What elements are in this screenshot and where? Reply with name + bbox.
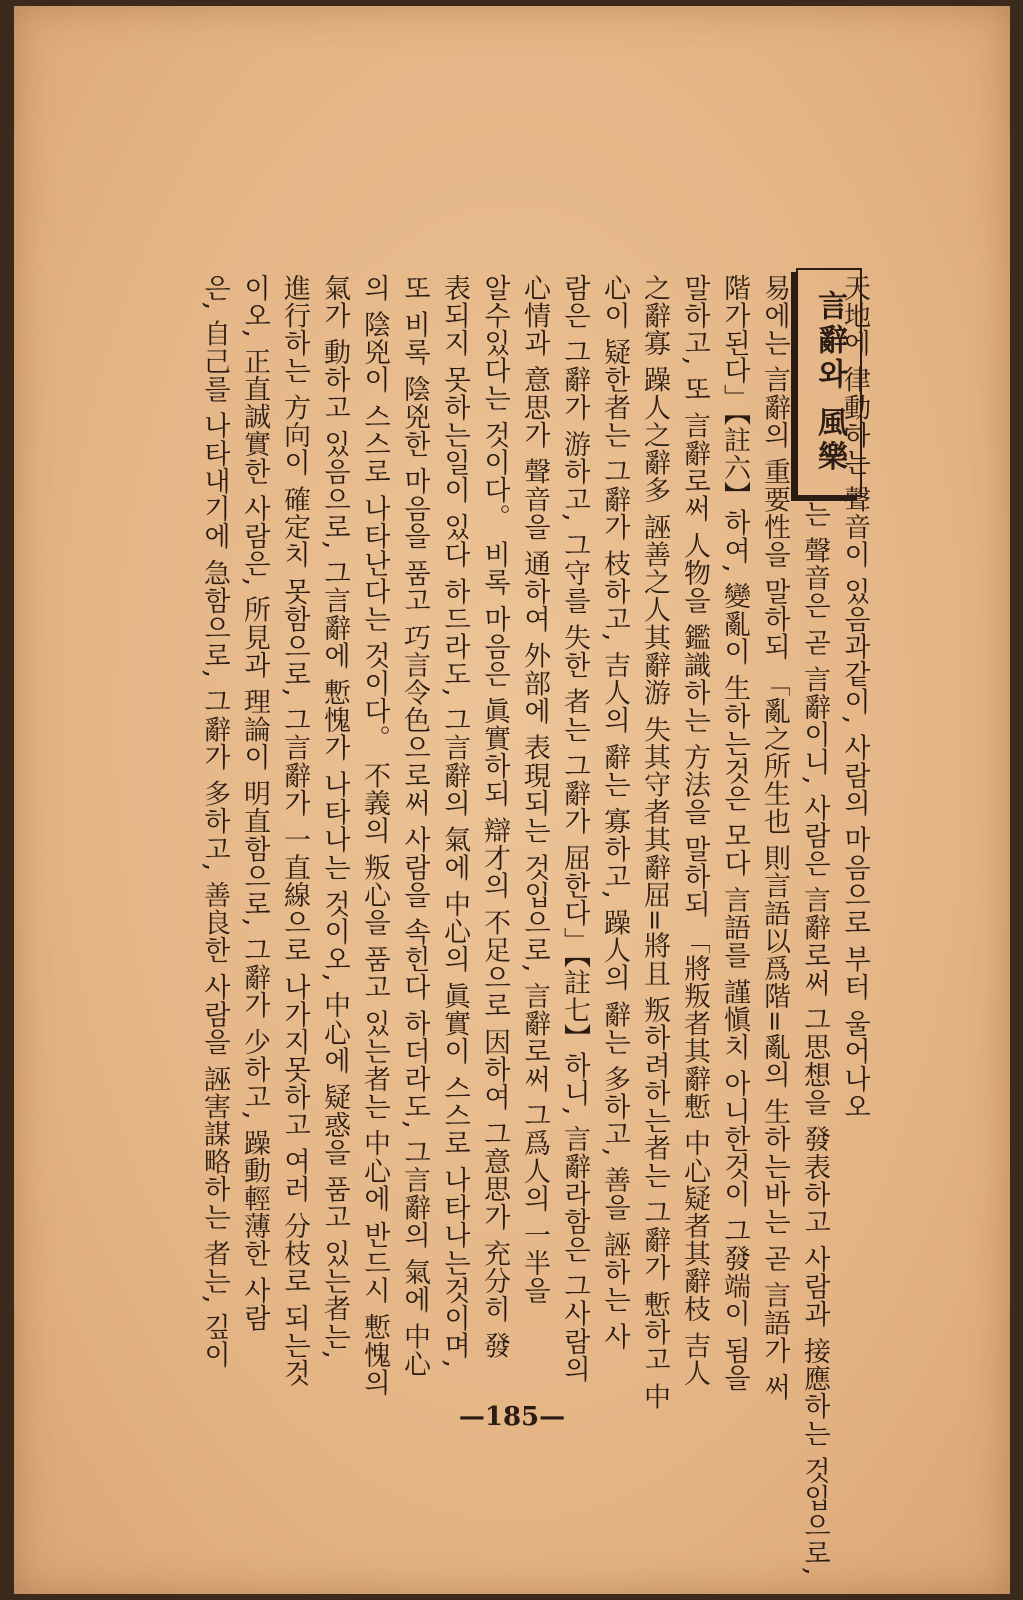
text-column: 心이 疑한者는 그辭가 枝하고, 吉人의 辭는 寡하고, 躁人의 辭는 多하고, 善을 誣하는 사 (599, 274, 630, 1351)
page-number: —185— (458, 1402, 566, 1432)
text-column: 天地에 律動하는 聲音이 있음과같이, 사람의 마음으로 부터 울어나오 (839, 274, 870, 1121)
text-column: 進行하는 方向이 確定치 못함으로, 그言辭가 一直線으로 나가지못하고 여러 分枝로 되는것 (279, 274, 310, 1388)
text-column: 말하고, 또 言辭로써 人物을 鑑識하는 方法을 말하되 「將叛者其辭慙 中心疑者其辭枝 吉人 (679, 274, 710, 1388)
text-column: 易에는 言辭의 重要性을 말하되 「亂之所生也 則言語以爲階=亂의 生하는바는 곧 言語가 써 (759, 274, 790, 1402)
text-column: 람은 그辭가 游하고, 그守를 失한 者는 그辭가 屈한다」【註七】하니, 言辭라함은 그사람의 (559, 274, 590, 1383)
text-column: 는 聲音은 곧 言辭이니, 사람은 言辭로써 그思想을 發表하고 사람과 接應하는 것입으로, (799, 500, 830, 1577)
text-column: 表되지 못하는일이 있다 하드라도, 그言辭의 氣에 中心의 眞實이 스스로 나타나는것이며, (439, 274, 470, 1369)
text-column: 階가된다」【註六】하여, 變亂이 生하는것은 모다 言語를 謹愼치 아니한것이 그發端이 됨을 (719, 274, 750, 1392)
book-page (14, 6, 1010, 1594)
text-column: 氣가 動하고 있음으로, 그言辭에 慙愧가 나타나는 것이오, 中心에 疑惑을 품고 있는者는, (319, 274, 350, 1360)
text-column: 또 비록 陰兇한 마음을 품고 巧言令色으로써 사람을 속힌다 하더라도, 그言辭의 氣에 中心 (399, 274, 430, 1378)
text-column: 의 陰兇이 스스로 나타난다는 것이다。 不義의 叛心을 품고 있는者는 中心에 반드시 慙愧의 (359, 274, 390, 1397)
section-heading: 言辭와 風樂 (812, 290, 847, 475)
text-column: 之辭寡 躁人之辭多 誣善之人其辭游 失其守者其辭屈=將且 叛하려하는者는 그辭가 慙하고 中 (639, 274, 670, 1411)
text-column: 은, 自己를 나타내기에 急함으로, 그辭가 多하고, 善良한 사람을 誣害謀略하는 者는, 깊이 (199, 274, 230, 1369)
text-columns (198, 274, 870, 1594)
text-column: 이오, 正直誠實한 사람은, 所見과 理論이 明直함으로, 그辭가 少하고, 躁動輕薄한 사람 (239, 274, 270, 1332)
text-column: 心情과 意思가 聲音을 通하여 外部에 表現되는 것입으로, 言辭로써 그爲人의 一半을 (519, 274, 550, 1305)
text-column: 알수있다는 것이다。 비록 마음은 眞實하되 辯才의 不足으로 因하여 그意思가 充分히 發 (479, 274, 510, 1360)
